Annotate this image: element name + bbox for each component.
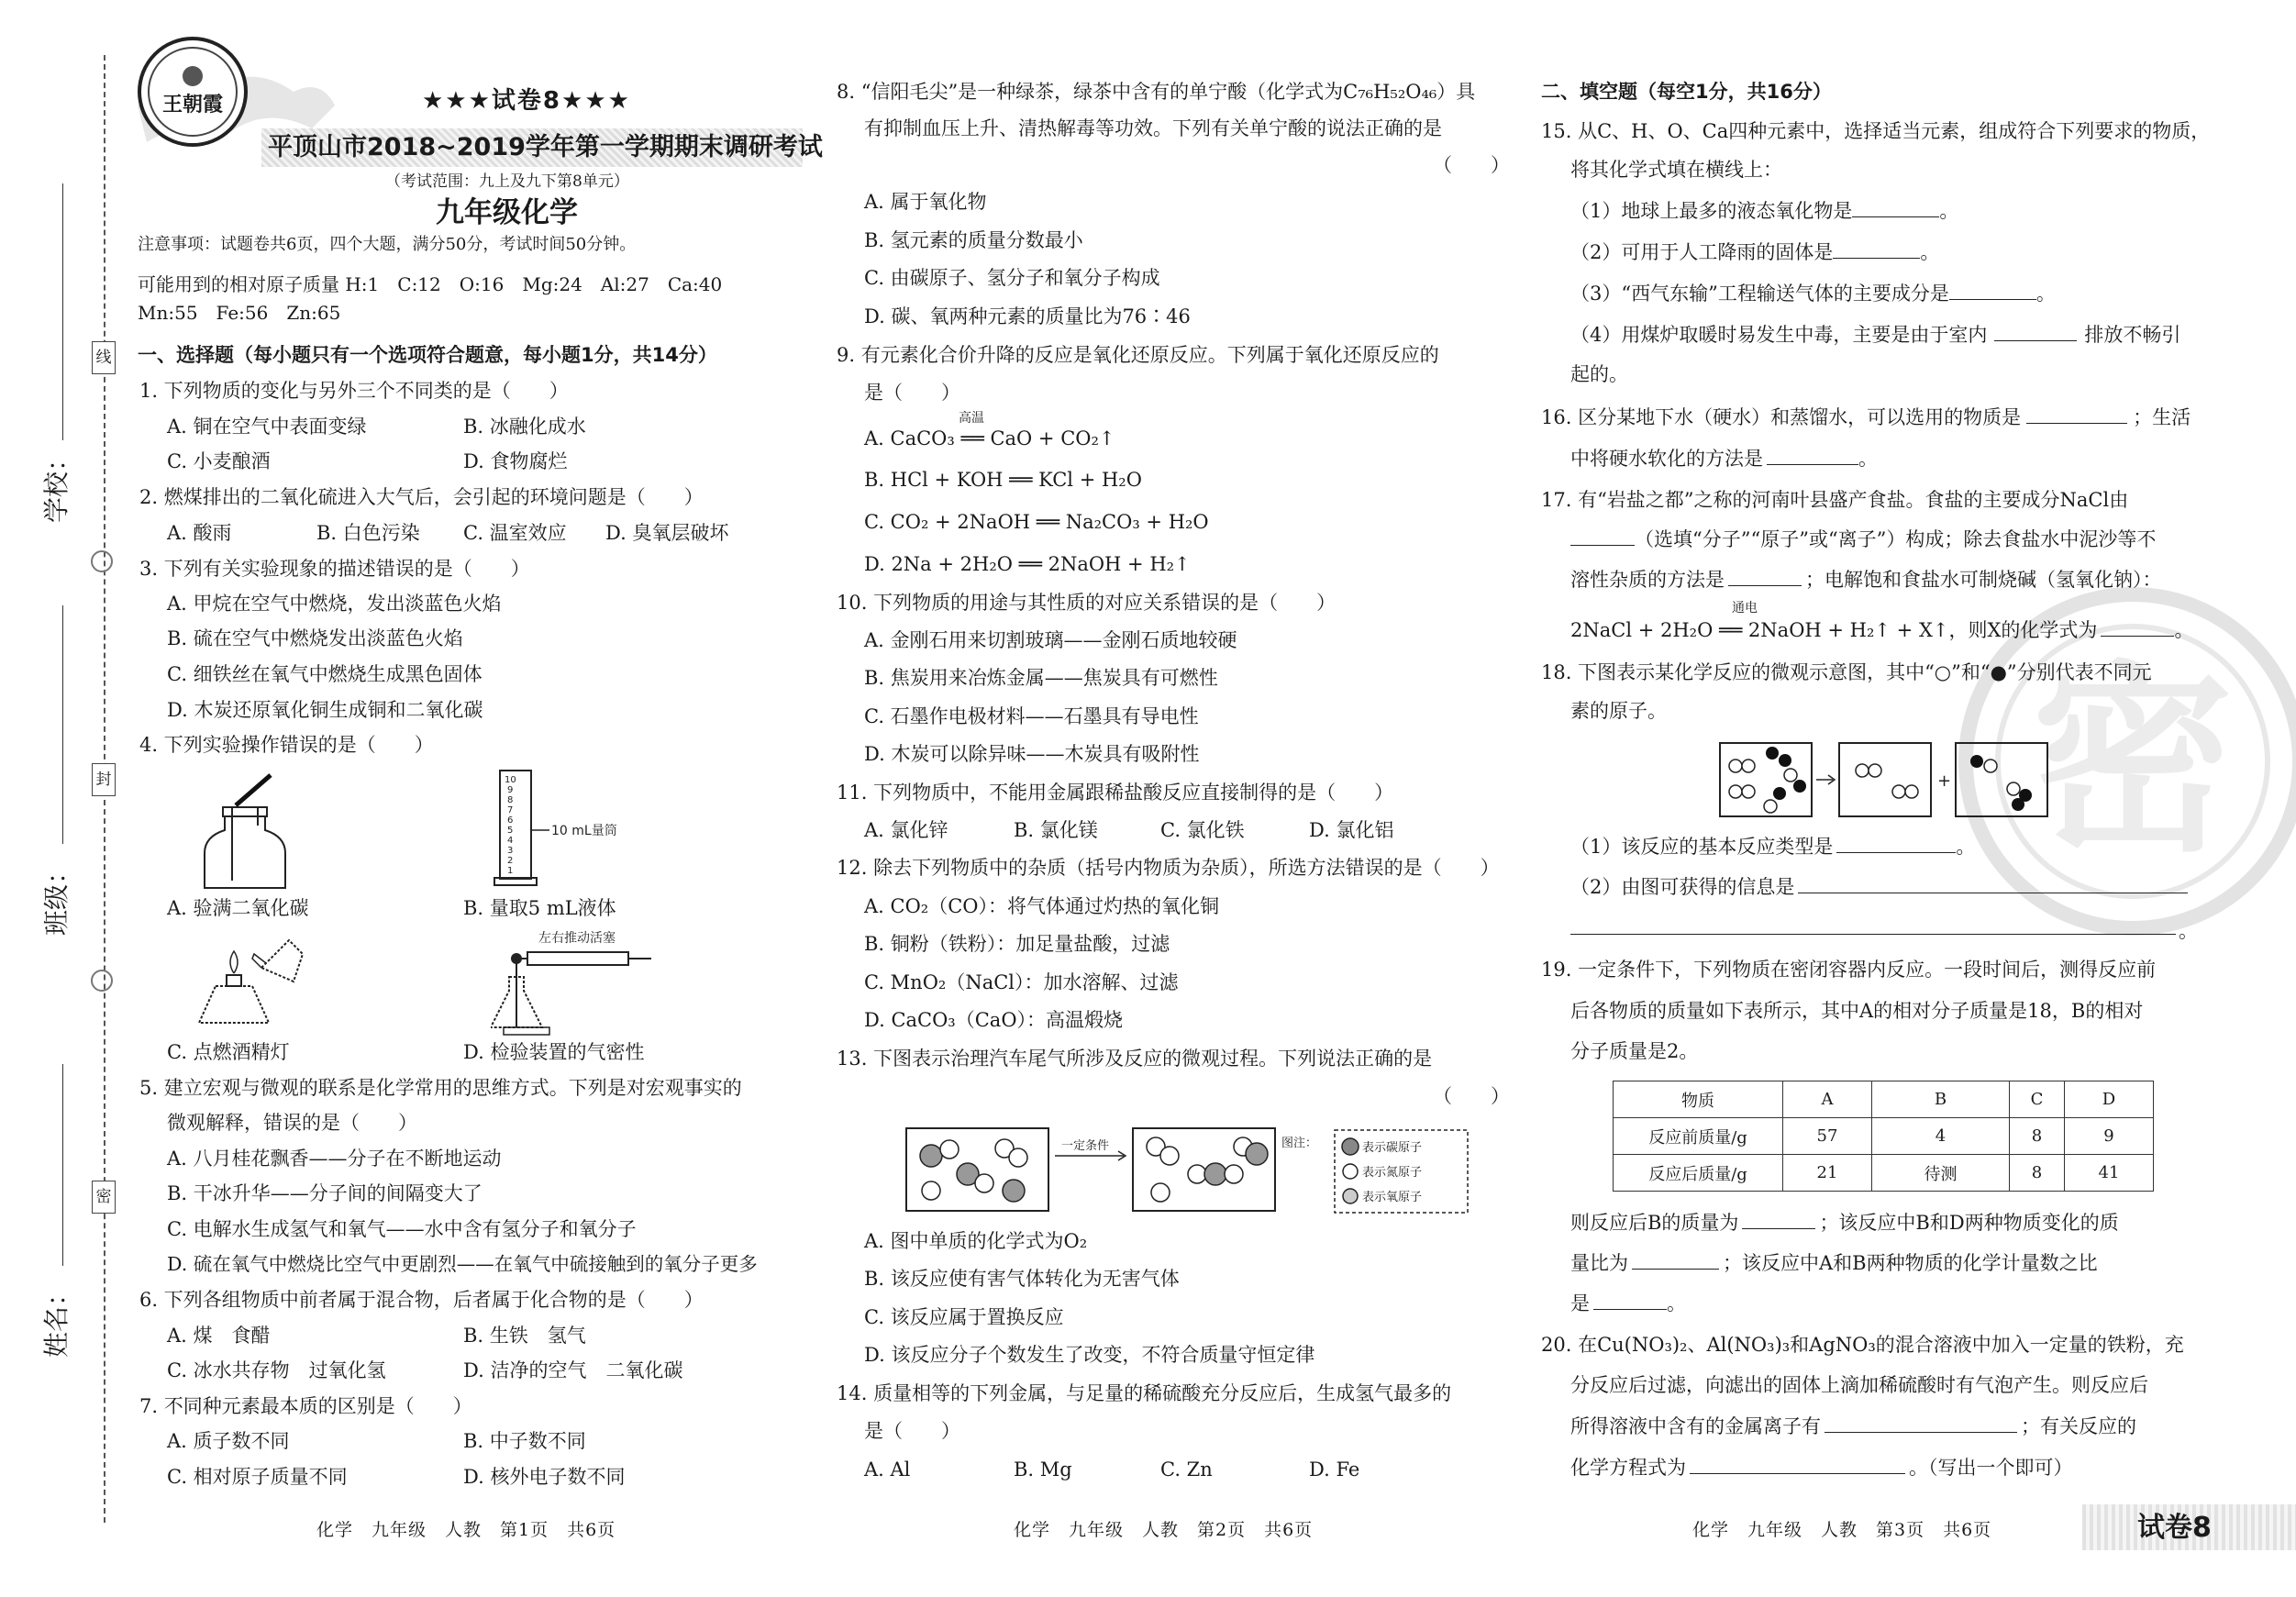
- question-17-equation: 2NaCl + 2H₂O ══ 2NaOH + H₂↑ + X↑，则X的化学式为 。: [1570, 616, 2193, 644]
- page-footer: 化学 九年级 人教 第2页 共6页: [1014, 1520, 1314, 1540]
- binding-mark-3: 密: [92, 1181, 116, 1214]
- question-1: 1. 下列物质的变化与另外三个不同类的是（ ）: [139, 380, 569, 402]
- answer-blank[interactable]: [2026, 404, 2127, 424]
- answer-blank[interactable]: [1833, 238, 1920, 259]
- option-c[interactable]: C. Zn: [1160, 1458, 1213, 1481]
- watermark-glyph: 密: [2031, 644, 2234, 879]
- measuring-cylinder-figure: [491, 766, 647, 890]
- period: 。: [2179, 920, 2198, 942]
- option-c[interactable]: C. 温室效应: [463, 522, 567, 544]
- option-c[interactable]: C. 该反应属于置换反应: [864, 1306, 1064, 1328]
- answer-blank[interactable]: [1570, 526, 1635, 546]
- question-20-cont3: 化学方程式为 。（写出一个即可）: [1570, 1454, 2073, 1481]
- push-label: 左右推动活塞: [538, 931, 616, 946]
- question-14: 14. 质量相等的下列金属，与足量的稀硫酸充分反应后，生成氢气最多的: [837, 1382, 1452, 1404]
- question-3: 3. 下列有关实验现象的描述错误的是（ ）: [139, 558, 530, 580]
- question-17-cont: （选填“分子”“原子”或“离子”）构成；除去食盐水中泥沙等不: [1570, 526, 2156, 553]
- question-19-cont2: 分子质量是2。: [1570, 1040, 1699, 1062]
- option-c[interactable]: C. 小麦酿酒: [167, 450, 271, 472]
- question-15-3: （3）“西气东输”工程输送气体的主要成分是 。: [1570, 280, 2056, 307]
- option-d[interactable]: D. 洁净的空气 二氧化碳: [463, 1359, 683, 1381]
- brand-badge-text: 王朝霞: [161, 93, 223, 116]
- answer-blank[interactable]: [1728, 566, 1802, 586]
- answer-blank[interactable]: [2101, 616, 2174, 637]
- table-cell: 待测: [1871, 1155, 2009, 1192]
- question-14-cont: 是（ ）: [864, 1420, 960, 1442]
- option-b[interactable]: B. 铜粉（铁粉）：加足量盐酸，过滤: [864, 933, 1170, 955]
- legend-carbon: 表示碳原子: [1362, 1141, 1423, 1155]
- option-a[interactable]: A. 氯化锌: [864, 819, 948, 841]
- answer-paren[interactable]: （ ）: [1433, 154, 1510, 176]
- answer-blank[interactable]: [1798, 873, 2188, 893]
- question-5: 5. 建立宏观与微观的联系是化学常用的思维方式。下列是对宏观事实的: [139, 1077, 742, 1099]
- table-cell: 9: [2065, 1118, 2154, 1155]
- svg-text:8: 8: [507, 795, 514, 805]
- mass-table: [1613, 1081, 2154, 1192]
- legend-oxygen: 表示氧原子: [1362, 1191, 1423, 1204]
- question-15-cont: 将其化学式填在横线上：: [1570, 159, 1782, 181]
- question-15: 15. 从C、H、O、Ca四种元素中，选择适当元素，组成符合下列要求的物质，: [1541, 120, 2211, 142]
- option-a[interactable]: A. 质子数不同: [167, 1430, 290, 1452]
- question-20-cont: 分反应后过滤，向滤出的固体上滴加稀硫酸时有气泡产生。则反应后: [1570, 1374, 2148, 1396]
- table-cell: 57: [1783, 1118, 1872, 1155]
- option-a[interactable]: A. 金刚石用来切割玻璃——金刚石质地较硬: [864, 629, 1237, 651]
- svg-text:1: 1: [507, 866, 514, 876]
- svg-text:3: 3: [507, 846, 514, 856]
- table-row: [1614, 1155, 2154, 1192]
- school-field[interactable]: [37, 183, 73, 569]
- svg-text:7: 7: [507, 805, 514, 815]
- class-label: 班级：: [41, 858, 72, 936]
- option-b[interactable]: B. 干冰升华——分子间的间隔变大了: [167, 1182, 482, 1204]
- footer-badge: 试卷8: [2137, 1512, 2212, 1544]
- option-a[interactable]: A. 图中单质的化学式为O₂: [864, 1230, 1088, 1252]
- alcohol-lamp-figure: [188, 931, 316, 1037]
- electrolysis-label: 通电: [1732, 601, 1758, 616]
- option-a[interactable]: A. Al: [864, 1458, 911, 1481]
- question-2: 2. 燃煤排出的二氧化硫进入大气后，会引起的环境问题是（ ）: [139, 486, 704, 508]
- option-a[interactable]: A. CaCO₃ ══ CaO + CO₂↑: [864, 427, 1115, 449]
- brand-badge-icon: [138, 37, 248, 147]
- table-cell: 8: [2010, 1118, 2065, 1155]
- answer-blank[interactable]: [1570, 934, 2176, 935]
- question-18-1: （1）该反应的基本反应类型是 。: [1570, 833, 1975, 860]
- cylinder-label: 10 mL量筒: [551, 824, 617, 838]
- option-b[interactable]: B. Mg: [1014, 1458, 1072, 1481]
- option-d[interactable]: D. CaCO₃（CaO）：高温煅烧: [864, 1009, 1124, 1031]
- svg-text:5: 5: [507, 826, 514, 836]
- svg-text:6: 6: [507, 815, 514, 826]
- option-c[interactable]: C. 电解水生成氢气和氧气——水中含有氢分子和氧分子: [167, 1218, 637, 1240]
- option-a[interactable]: A. 验满二氧化碳: [167, 897, 309, 919]
- option-c[interactable]: C. 相对原子质量不同: [167, 1466, 348, 1488]
- subject-title: 九年级化学: [436, 196, 578, 229]
- answer-blank[interactable]: [1767, 445, 1858, 465]
- ring-icon: [91, 970, 113, 992]
- question-15-2: （2）可用于人工降雨的固体是 。: [1570, 238, 1939, 266]
- option-d[interactable]: D. 木炭可以除异味——木炭具有吸附性: [864, 743, 1200, 765]
- question-17: 17. 有“岩盐之都”之称的河南叶县盛产食盐。食盐的主要成分NaCl由: [1541, 489, 2129, 511]
- option-a[interactable]: A. 酸雨: [167, 522, 232, 544]
- question-18-cont: 素的原子。: [1570, 700, 1667, 722]
- ring-icon: [91, 550, 113, 572]
- option-b[interactable]: B. HCl + KOH ══ KCl + H₂O: [864, 469, 1142, 491]
- page-footer: 化学 九年级 人教 第3页 共6页: [1692, 1520, 1992, 1540]
- question-15-1: （1）地球上最多的液态氧化物是 。: [1570, 197, 1958, 225]
- airtight-test-figure: [491, 926, 665, 1041]
- table-header-row: [1614, 1081, 2154, 1118]
- question-16: 16. 区分某地下水（硬水）和蒸馏水，可以选用的物质是 ；生活: [1541, 404, 2191, 431]
- option-b[interactable]: B. 硫在空气中燃烧发出淡蓝色火焰: [167, 627, 463, 649]
- option-c[interactable]: C. 由碳原子、氢分子和氧分子构成: [864, 267, 1160, 289]
- option-d[interactable]: D. 食物腐烂: [463, 450, 568, 472]
- option-c[interactable]: C. MnO₂（NaCl）：加水溶解、过滤: [864, 971, 1179, 993]
- answer-blank[interactable]: [1690, 1454, 1905, 1474]
- name-label: 姓名：: [41, 1280, 72, 1358]
- binding-mark-1: 线: [92, 341, 116, 374]
- option-a[interactable]: A. CO₂（CO）：将气体通过灼热的氧化铜: [864, 895, 1220, 917]
- table-cell: 4: [1871, 1118, 2009, 1155]
- atomic-masses-2: Mn:55 Fe:56 Zn:65: [138, 302, 341, 324]
- answer-blank[interactable]: [1593, 1290, 1667, 1310]
- svg-text:9: 9: [507, 785, 514, 795]
- option-a[interactable]: A. 八月桂花飘香——分子在不断地运动: [167, 1148, 502, 1170]
- high-temp-label: 高温: [959, 411, 984, 426]
- condition-label: 一定条件: [1061, 1139, 1110, 1153]
- option-d[interactable]: D. 2Na + 2H₂O ══ 2NaOH + H₂↑: [864, 553, 1191, 575]
- table-cell: 反应前质量/g: [1614, 1118, 1783, 1155]
- class-field[interactable]: [37, 605, 73, 991]
- answer-blank[interactable]: [1742, 1209, 1815, 1229]
- option-d[interactable]: D. 该反应分子个数发生了改变，不符合质量守恒定律: [864, 1344, 1315, 1366]
- exam-number: ★★★试卷8★★★: [422, 87, 631, 115]
- exhaust-reaction-figure: [904, 1119, 1472, 1220]
- option-c[interactable]: C. 点燃酒精灯: [167, 1041, 290, 1063]
- legend-title: 图注：: [1281, 1137, 1318, 1150]
- option-c[interactable]: C. 冰水共存物 过氧化氢: [167, 1359, 386, 1381]
- answer-blank[interactable]: [1949, 280, 2036, 300]
- question-8-cont: 有抑制血压上升、清热解毒等功效。下列有关单宁酸的说法正确的是: [864, 117, 1442, 139]
- page-footer: 化学 九年级 人教 第1页 共6页: [316, 1520, 616, 1540]
- option-c[interactable]: C. 氯化铁: [1160, 819, 1245, 841]
- answer-blank[interactable]: [1994, 321, 2077, 341]
- notice: 注意事项：试题卷共6页，四个大题，满分50分，考试时间50分钟。: [138, 235, 637, 254]
- question-11: 11. 下列物质中，不能用金属跟稀盐酸反应直接制得的是（ ）: [837, 782, 1394, 804]
- option-d[interactable]: D. 碳、氧两种元素的质量比为76∶46: [864, 305, 1191, 327]
- option-c[interactable]: C. CO₂ + 2NaOH ══ Na₂CO₃ + H₂O: [864, 511, 1209, 533]
- answer-blank[interactable]: [1632, 1249, 1719, 1270]
- option-d[interactable]: D. 木炭还原氧化铜生成铜和二氧化碳: [167, 699, 483, 721]
- question-6: 6. 下列各组物质中前者属于混合物，后者属于化合物的是（ ）: [139, 1289, 704, 1311]
- question-19-d: 则反应后B的质量为 ；该反应中B和D两种物质变化的质: [1570, 1209, 2119, 1237]
- question-15-4-cont: 起的。: [1570, 363, 1628, 385]
- option-b[interactable]: B. 量取5 mL液体: [463, 897, 616, 919]
- option-d[interactable]: D. 检验装置的气密性: [463, 1041, 645, 1063]
- table-row: [1614, 1118, 2154, 1155]
- question-10: 10. 下列物质的用途与其性质的对应关系错误的是（ ）: [837, 592, 1337, 614]
- school-label: 学校：: [41, 445, 72, 523]
- question-19-cont: 后各物质的质量如下表所示，其中A的相对分子质量是18，B的相对: [1570, 1000, 2144, 1022]
- option-c[interactable]: C. 细铁丝在氧气中燃烧生成黑色固体: [167, 663, 482, 685]
- section-heading: 一、选择题（每小题只有一个选项符合题意，每小题1分，共14分）: [138, 344, 717, 366]
- option-b[interactable]: B. 冰融化成水: [463, 416, 586, 438]
- option-a[interactable]: A. 属于氧化物: [864, 191, 987, 213]
- table-cell: 8: [2010, 1155, 2065, 1192]
- option-b[interactable]: B. 中子数不同: [463, 1430, 586, 1452]
- question-18-2: （2）由图可获得的信息是: [1570, 873, 2188, 901]
- answer-blank[interactable]: [1852, 197, 1939, 217]
- option-d[interactable]: D. 氯化铝: [1309, 819, 1394, 841]
- question-16-cont: 中将硬水软化的方法是 。: [1570, 445, 1878, 472]
- question-7: 7. 不同种元素最本质的区别是（ ）: [139, 1395, 472, 1417]
- gas-bottle-figure: [188, 771, 298, 894]
- question-13: 13. 下图表示治理汽车尾气所涉及反应的微观过程。下列说法正确的是: [837, 1048, 1433, 1070]
- table-cell: 反应后质量/g: [1614, 1155, 1783, 1192]
- binding-mark-2: 封: [92, 763, 116, 796]
- question-20-cont2: 所得溶液中含有的金属离子有 ；有关反应的: [1570, 1413, 2136, 1440]
- exam-title: 平顶山市2018~2019学年第一学期期末调研考试: [268, 133, 823, 161]
- option-b[interactable]: B. 生铁 氢气: [463, 1325, 586, 1347]
- question-8: 8. “信阳毛尖”是一种绿茶，绿茶中含有的单宁酸（化学式为C₇₆H₅₂O₄₆）具: [837, 81, 1476, 103]
- question-19: 19. 一定条件下，下列物质在密闭容器内反应。一段时间后，测得反应前: [1541, 959, 2157, 981]
- question-19-f: 是 。: [1570, 1290, 1686, 1317]
- section-heading: 二、填空题（每空1分，共16分）: [1541, 81, 1832, 103]
- question-9-cont: 是（ ）: [864, 382, 960, 404]
- question-15-4: （4）用煤炉取暖时易发生中毒，主要是由于室内 排放不畅引: [1570, 321, 2180, 349]
- svg-text:4: 4: [507, 836, 514, 846]
- option-b[interactable]: B. 氯化镁: [1014, 819, 1098, 841]
- option-d[interactable]: D. 臭氧层破坏: [605, 522, 729, 544]
- option-d[interactable]: D. 硫在氧气中燃烧比空气中更剧烈——在氧气中硫接触到的氧分子更多: [167, 1253, 758, 1275]
- option-c[interactable]: C. 石墨作电极材料——石墨具有导电性: [864, 705, 1199, 727]
- svg-text:10: 10: [505, 775, 516, 785]
- question-19-e: 量比为 ；该反应中A和B两种物质的化学计量数之比: [1570, 1249, 2098, 1277]
- answer-blank[interactable]: [1836, 833, 1956, 853]
- table-header-cell: B: [1871, 1081, 2009, 1118]
- question-17-cont2: 溶性杂质的方法是 ；电解饱和食盐水可制烧碱（氢氧化钠）：: [1570, 566, 2162, 593]
- option-b[interactable]: B. 氢元素的质量分数最小: [864, 229, 1083, 251]
- option-d[interactable]: D. Fe: [1309, 1458, 1360, 1481]
- question-18: 18. 下图表示某化学反应的微观示意图，其中“○”和“●”分别代表不同元: [1541, 661, 2152, 683]
- question-4: 4. 下列实验操作错误的是（ ）: [139, 734, 434, 756]
- option-a[interactable]: A. 甲烷在空气中燃烧，发出淡蓝色火焰: [167, 593, 502, 615]
- table-header-cell: C: [2010, 1081, 2065, 1118]
- table-header-cell: A: [1783, 1081, 1872, 1118]
- option-a[interactable]: A. 铜在空气中表面变绿: [167, 416, 367, 438]
- table-header-cell: 物质: [1614, 1081, 1783, 1118]
- answer-blank[interactable]: [1825, 1413, 2017, 1433]
- option-a[interactable]: A. 煤 食醋: [167, 1325, 271, 1347]
- table-cell: 21: [1783, 1155, 1872, 1192]
- table-cell: 41: [2065, 1155, 2154, 1192]
- atomic-masses-1: 可能用到的相对原子质量 H:1 C:12 O:16 Mg:24 Al:27 Ca:40: [138, 273, 723, 295]
- option-b[interactable]: B. 焦炭用来冶炼金属——焦炭具有可燃性: [864, 667, 1218, 689]
- table-header-cell: D: [2065, 1081, 2154, 1118]
- question-5-cont: 微观解释，错误的是（ ）: [167, 1112, 417, 1134]
- exam-scope: （考试范围：九上及九下第8单元）: [385, 172, 629, 191]
- option-d[interactable]: D. 核外电子数不同: [463, 1466, 626, 1488]
- answer-paren[interactable]: （ ）: [1433, 1085, 1510, 1107]
- option-b[interactable]: B. 该反应使有害气体转化为无害气体: [864, 1268, 1180, 1290]
- option-b[interactable]: B. 白色污染: [316, 522, 420, 544]
- svg-text:2: 2: [507, 856, 514, 866]
- question-20: 20. 在Cu(NO₃)₂、Al(NO₃)₃和AgNO₃的混合溶液中加入一定量的铁粉，充: [1541, 1334, 2184, 1356]
- svg-text:+: +: [1937, 771, 1952, 791]
- micro-reaction-figure: [1715, 738, 2050, 821]
- legend-nitrogen: 表示氮原子: [1362, 1166, 1423, 1180]
- question-12: 12. 除去下列物质中的杂质（括号内物质为杂质），所选方法错误的是（ ）: [837, 857, 1500, 879]
- name-field[interactable]: [37, 1064, 73, 1449]
- question-9: 9. 有元素化合价升降的反应是氧化还原反应。下列属于氧化还原反应的: [837, 344, 1439, 366]
